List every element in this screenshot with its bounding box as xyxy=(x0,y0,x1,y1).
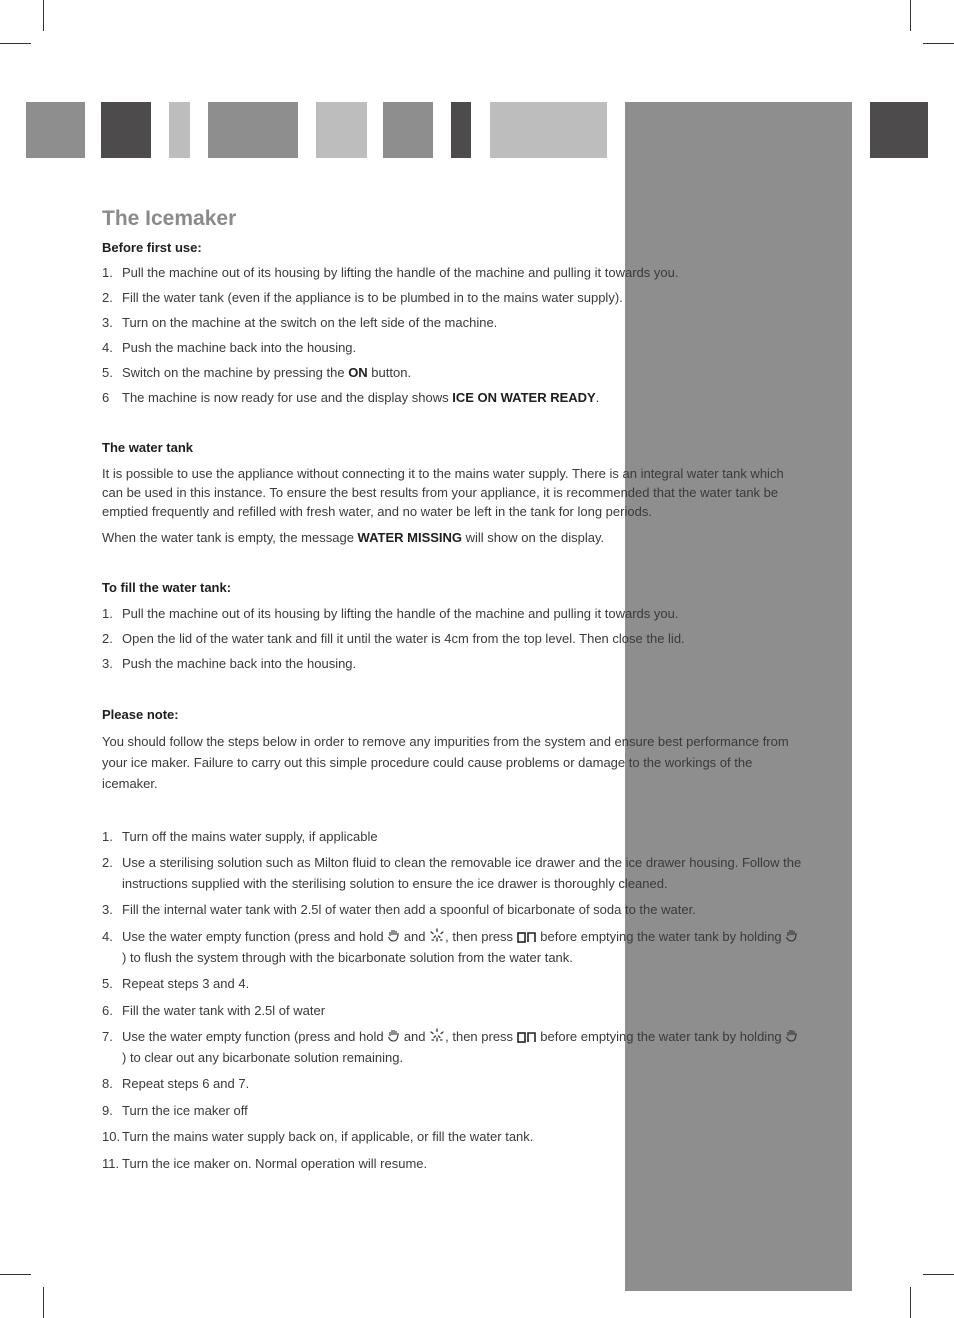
list-item: 2. Use a sterilising solution such as Milton fluid to clean the removable ice drawer and the ice drawer housing. Follow the instructions supplied with the sterilising solution to ensure the ice drawer is thoroughly cleaned. xyxy=(102,855,802,891)
list-item: 1. Pull the machine out of its housing by lifting the handle of the machine and pulling it towards you. xyxy=(102,606,679,621)
header-block xyxy=(101,102,151,158)
list-item: 1. Pull the machine out of its housing by lifting the handle of the machine and pulling it towards you. xyxy=(102,265,679,280)
list-item: 4. Push the machine back into the housing. xyxy=(102,340,357,355)
list-item: 10. Turn the mains water supply back on, if applicable, or fill the water tank. xyxy=(102,1129,534,1144)
header-block xyxy=(451,102,471,158)
sparkle-icon xyxy=(429,928,445,943)
list-item: 1. Turn off the mains water supply, if applicable xyxy=(102,829,378,844)
list-item: 3. Push the machine back into the housing. xyxy=(102,656,357,671)
hand-icon xyxy=(387,1028,400,1043)
crop-mark xyxy=(43,1287,44,1318)
list-item: 3. Turn on the machine at the switch on the left side of the machine. xyxy=(102,315,498,330)
on-button-icon xyxy=(517,1031,537,1043)
crop-mark xyxy=(0,1274,31,1275)
list-item: 6. Fill the water tank with 2.5l of water xyxy=(102,1003,326,1018)
please-note-paragraph: You should follow the steps below in order to remove any impurities from the system and ensure best performance from your ice maker. Failure to carry out this simple procedure could cause problems or damage to the workings of the icemaker. xyxy=(102,734,789,791)
before-first-use-list xyxy=(102,263,802,407)
sparkle-icon xyxy=(429,1028,445,1043)
section-heading-fill-tank: To fill the water tank: xyxy=(102,580,232,595)
page-title: The Icemaker xyxy=(102,207,237,230)
main-content xyxy=(102,204,802,1174)
fill-tank-list xyxy=(102,604,802,673)
list-item: 7. Use the water empty function (press and hold and , then press before emptying the water tank by holding ) to clear out any bicarbonate solution remaining. xyxy=(102,1026,802,1068)
list-item: 9. Turn the ice maker off xyxy=(102,1103,248,1118)
crop-mark xyxy=(923,43,954,44)
crop-mark xyxy=(0,43,31,44)
header-block xyxy=(169,102,190,158)
on-button-icon xyxy=(517,931,537,943)
header-block xyxy=(383,102,433,158)
list-item: 5. Switch on the machine by pressing the ON button. xyxy=(102,365,412,380)
list-item: 8. Repeat steps 6 and 7. xyxy=(102,1076,250,1091)
list-item: 2. Fill the water tank (even if the appliance is to be plumbed in to the mains water supply). xyxy=(102,290,623,305)
header-block xyxy=(26,102,85,158)
list-item: 3. Fill the internal water tank with 2.5l of water then add a spoonful of bicarbonate of soda to the water. xyxy=(102,902,696,917)
list-item: 4. Use the water empty function (press and hold and , then press before emptying the water tank by holding ) to flush the system through with the bicarbonate solution from the water tank. xyxy=(102,926,802,968)
header-block xyxy=(316,102,367,158)
hand-icon xyxy=(387,928,400,943)
cleaning-steps-list xyxy=(102,826,802,1174)
hand-icon xyxy=(785,1028,798,1043)
list-item: 5. Repeat steps 3 and 4. xyxy=(102,976,250,991)
section-heading-please-note: Please note: xyxy=(102,707,179,722)
crop-mark xyxy=(923,1274,954,1275)
list-item: 11. Turn the ice maker on. Normal operation will resume. xyxy=(102,1156,428,1171)
header-block xyxy=(208,102,298,158)
section-heading-before-first-use: Before first use: xyxy=(102,240,202,255)
crop-mark xyxy=(910,1287,911,1318)
water-tank-empty-paragraph: When the water tank is empty, the message WATER MISSING will show on the display. xyxy=(102,530,605,545)
crop-mark xyxy=(910,0,911,31)
water-tank-paragraph: It is possible to use the appliance without connecting it to the mains water supply. There is an integral water tank which can be used in this instance. To ensure the best results from your appliance, it is recommended that the water tank be emptied frequently and refilled with fresh water, and no water be left in the tank for long periods. xyxy=(102,466,784,519)
list-item: 2. Open the lid of the water tank and fill it until the water is 4cm from the top level. Then close the lid. xyxy=(102,631,685,646)
hand-icon xyxy=(785,928,798,943)
crop-mark xyxy=(43,0,44,31)
section-heading-water-tank: The water tank xyxy=(102,440,194,455)
header-block xyxy=(870,102,928,158)
list-item: 6 The machine is now ready for use and the display shows ICE ON WATER READY. xyxy=(102,390,600,405)
header-block xyxy=(490,102,607,158)
